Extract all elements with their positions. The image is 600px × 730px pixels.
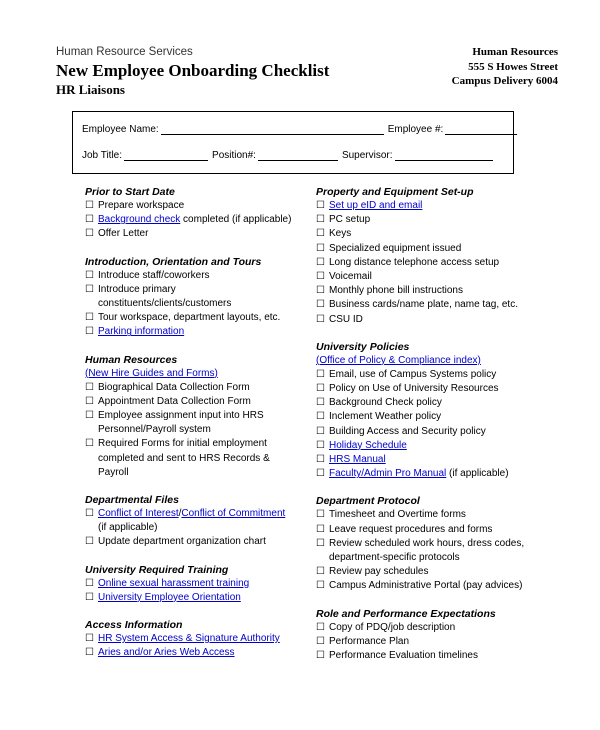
checklist-item: [316, 213, 526, 227]
checklist-item: [85, 409, 295, 423]
item-text: Biographical Data Collection Form: [98, 381, 250, 393]
checklist-item-text: [329, 284, 526, 298]
checkbox[interactable]: ☐: [316, 439, 325, 451]
checklist-item-text: [98, 507, 295, 521]
checklist-item-text: [98, 269, 295, 283]
item-text: Update department organization chart: [98, 536, 266, 548]
checklist-item: [316, 621, 526, 635]
checkbox[interactable]: ☐: [85, 438, 94, 450]
checklist-item: [85, 395, 295, 409]
checkbox[interactable]: ☐: [316, 383, 325, 395]
item-text: Leave request procedures and forms: [329, 523, 493, 535]
checklist-item: [85, 213, 295, 227]
item-text: Business cards/name plate, name tag, etc.: [329, 299, 518, 311]
checklist-item: [316, 227, 526, 241]
checklist-item: [316, 425, 526, 439]
checklist-item-text: [329, 313, 526, 327]
checkbox[interactable]: ☐: [316, 368, 325, 380]
section-heading: Property and Equipment Set-up: [316, 186, 474, 198]
checkbox[interactable]: ☐: [316, 650, 325, 662]
section-role-and-performance-expectations: [316, 607, 526, 664]
item-link[interactable]: Holiday Schedule: [329, 439, 407, 451]
section-university-required-training: [85, 563, 295, 605]
address-block: [452, 45, 558, 89]
item-link[interactable]: Faculty/Admin Pro Manual: [329, 468, 447, 480]
checklist-item: [85, 591, 295, 605]
checkbox[interactable]: ☐: [316, 411, 325, 423]
checklist-item-text: [98, 395, 295, 409]
checklist-item-text: [329, 523, 526, 537]
checkbox[interactable]: ☐: [316, 299, 325, 311]
position-number-field[interactable]: [258, 150, 338, 161]
checklist-item: [85, 381, 295, 395]
checkbox[interactable]: ☐: [85, 410, 94, 422]
checklist-item: [316, 565, 526, 579]
item-continuation: Payroll: [98, 466, 129, 478]
item-text: PC setup: [329, 214, 371, 226]
item-text: Employee assignment input into HRS: [98, 410, 264, 422]
checkbox[interactable]: ☐: [316, 454, 325, 466]
item-text: Campus Administrative Portal (pay advices): [329, 580, 523, 592]
checklist-item-text: [98, 199, 295, 213]
checkbox[interactable]: ☐: [316, 566, 325, 578]
supervisor-field[interactable]: [395, 150, 493, 161]
item-text: Keys: [329, 228, 352, 240]
checklist-item-text: [329, 635, 526, 649]
item-text: Copy of PDQ/job description: [329, 621, 456, 633]
checklist-item: [316, 635, 526, 649]
checklist-item-text: [329, 368, 526, 382]
checklist-item: [85, 269, 295, 283]
checkbox[interactable]: ☐: [85, 269, 94, 281]
checkbox[interactable]: ☐: [85, 508, 94, 520]
item-text: Prepare workspace: [98, 200, 185, 211]
checkbox[interactable]: ☐: [316, 271, 325, 283]
checkbox[interactable]: ☐: [316, 425, 325, 437]
checklist-item: [316, 242, 526, 256]
checklist-item: [316, 453, 526, 467]
item-continuation: constituents/clients/customers: [98, 298, 232, 310]
checklist-item: [85, 437, 295, 451]
item-link[interactable]: Background check: [98, 214, 181, 226]
section-heading: Access Information: [85, 619, 183, 632]
checklist-item-text: [329, 213, 526, 227]
checkbox[interactable]: ☐: [85, 200, 94, 211]
checklist-item: [85, 199, 295, 213]
checkbox[interactable]: ☐: [316, 242, 325, 254]
item-text: CSU ID: [329, 313, 363, 325]
page-subtitle: HR Liaisons: [56, 82, 125, 97]
checklist-item: [316, 313, 526, 327]
checklist-item: [316, 537, 526, 551]
item-text: Review scheduled work hours, dress codes,: [329, 537, 525, 549]
item-text: Offer Letter: [98, 228, 149, 240]
checklist-item: [316, 649, 526, 663]
checklist-item: [316, 284, 526, 298]
item-text: Voicemail: [329, 271, 372, 283]
checklist-item-text: [98, 577, 295, 591]
checklist-item-text: [329, 649, 526, 663]
checklist-item-text: [329, 298, 526, 312]
employee-number-field[interactable]: [445, 124, 517, 135]
section-introduction-orientation-and-tours: [85, 255, 295, 340]
checklist-item-text: [98, 591, 295, 605]
item-text: Required Forms for initial employment: [98, 438, 267, 450]
checklist-item: [316, 270, 526, 284]
checkbox[interactable]: ☐: [85, 647, 94, 659]
employee-name-field[interactable]: [161, 124, 384, 135]
checkbox[interactable]: ☐: [316, 285, 325, 297]
job-title-label: Job Title:: [82, 150, 123, 161]
section-heading: Introduction, Orientation and Tours: [85, 255, 262, 268]
item-text: Background Check policy: [329, 397, 442, 409]
address-line: Human Resources: [472, 46, 558, 58]
checkbox[interactable]: ☐: [85, 591, 94, 603]
item-text: Introduce staff/coworkers: [98, 269, 210, 281]
checkbox[interactable]: ☐: [316, 635, 325, 647]
checkbox[interactable]: ☐: [85, 536, 94, 548]
checklist-item-text: [329, 565, 526, 579]
section-heading: Department Protocol: [316, 495, 420, 508]
item-link[interactable]: University Employee Orientation: [98, 591, 241, 603]
item-link[interactable]: Conflict of Interest: [98, 508, 179, 520]
item-text: Review pay schedules: [329, 566, 429, 578]
checkbox[interactable]: ☐: [316, 509, 325, 521]
checklist-item-text: [98, 535, 295, 549]
item-link[interactable]: Online sexual harassment training: [98, 577, 250, 589]
item-text: Long distance telephone access setup: [329, 256, 500, 268]
item-link[interactable]: Parking information: [98, 326, 185, 338]
checklist-item: [85, 283, 295, 297]
section-heading: University Policies: [316, 340, 410, 353]
section-department-protocol: [316, 494, 526, 593]
item-text: Specialized equipment issued: [329, 242, 462, 254]
checklist-item: [316, 579, 526, 593]
section-heading: Departmental Files: [85, 494, 179, 507]
checklist-item-text: [329, 579, 526, 593]
item-continuation: Personnel/Payroll system: [98, 424, 211, 436]
checklist-item-text: [329, 410, 526, 424]
employee-name-label: Employee Name:: [82, 124, 159, 135]
item-text: Introduce primary: [98, 283, 176, 295]
item-text: Building Access and Security policy: [329, 425, 486, 437]
checkbox[interactable]: ☐: [316, 468, 325, 480]
checkbox[interactable]: ☐: [85, 214, 94, 226]
checkbox[interactable]: ☐: [316, 256, 325, 268]
checklist-item: [85, 227, 295, 241]
item-separator: /: [178, 508, 182, 520]
checklist-item-text: [329, 537, 526, 551]
checklist-item-text: [329, 227, 526, 241]
checkbox[interactable]: ☐: [316, 580, 325, 592]
section-heading: University Required Training: [85, 563, 229, 576]
item-text: Timesheet and Overtime forms: [329, 509, 466, 521]
item-text: Policy on Use of University Resources: [329, 383, 499, 395]
checkbox[interactable]: ☐: [85, 395, 94, 407]
checklist-item-text: [329, 425, 526, 439]
section-heading: Prior to Start Date: [85, 186, 175, 198]
checklist-item: [85, 646, 295, 660]
item-link[interactable]: HR System Access & Signature Authority: [98, 633, 280, 645]
employee-info-row-2: [82, 150, 497, 161]
checkbox[interactable]: ☐: [316, 523, 325, 535]
checkbox[interactable]: ☐: [316, 621, 325, 633]
item-text: Email, use of Campus Systems policy: [329, 368, 497, 380]
checklist-item-text: [329, 382, 526, 396]
section-human-resources: [85, 353, 295, 480]
supervisor-label: Supervisor:: [341, 150, 393, 161]
checklist-item: [316, 396, 526, 410]
checkbox[interactable]: ☐: [316, 313, 325, 325]
checklist-item-text: [329, 242, 526, 256]
item-text-suffix: (if applicable): [446, 468, 509, 480]
checklist-item: [85, 507, 295, 521]
checkbox[interactable]: ☐: [85, 228, 94, 240]
item-link[interactable]: Conflict of Commitment: [181, 508, 286, 520]
employee-info-row-1: [82, 124, 521, 135]
checklist-item-text: [329, 453, 526, 467]
checkbox[interactable]: ☐: [85, 312, 94, 324]
checklist-item: [85, 311, 295, 325]
org-name: Human Resource Services: [56, 46, 193, 58]
item-text: Appointment Data Collection Form: [98, 395, 251, 407]
section-access-information: [85, 618, 295, 660]
checklist-item-text: [98, 409, 295, 423]
checklist-item: [316, 523, 526, 537]
item-text: Performance Evaluation timelines: [329, 650, 478, 662]
checklist-item-text: [98, 646, 295, 660]
item-continuation: (if applicable): [98, 522, 158, 534]
checklist-item-text: [98, 381, 295, 395]
checkbox[interactable]: ☐: [85, 577, 94, 589]
section-university-policies: [316, 340, 526, 482]
address-line: Campus Delivery 6004: [451, 75, 558, 87]
section-property-and-equipment-set-up: [316, 185, 526, 327]
section-prior-to-start-date: [85, 185, 295, 242]
checklist-item: [316, 439, 526, 453]
section-link[interactable]: (Office of Policy & Compliance index): [316, 354, 481, 366]
right-column: [316, 185, 526, 676]
checkbox[interactable]: ☐: [316, 397, 325, 409]
checklist-item-text: [98, 213, 295, 227]
address-line: 555 S Howes Street: [468, 60, 558, 73]
checklist-item: [85, 577, 295, 591]
checklist-item-text: [98, 437, 295, 451]
checklist-item-text: [98, 325, 295, 339]
job-title-field[interactable]: [124, 150, 208, 161]
checklist-item: [316, 508, 526, 522]
section-link[interactable]: (New Hire Guides and Forms): [85, 367, 218, 379]
checklist-item-text: [329, 508, 526, 522]
checklist-item: [316, 410, 526, 424]
checklist-item-text: [329, 467, 526, 481]
checklist-item-text: [329, 396, 526, 410]
item-continuation: department-specific protocols: [329, 552, 460, 564]
checklist-item-text: [329, 270, 526, 284]
checklist-item: [316, 256, 526, 270]
left-column: [85, 185, 295, 673]
employee-number-label: Employee #:: [387, 124, 444, 135]
checklist-item: [85, 325, 295, 339]
checklist-item-text: [329, 439, 526, 453]
item-link[interactable]: Set up eID and email: [329, 200, 423, 211]
checklist-item: [316, 298, 526, 312]
checklist-item-text: [98, 227, 295, 241]
item-link[interactable]: Aries and/or Aries Web Access: [98, 647, 235, 659]
checklist-item-text: [98, 283, 295, 297]
item-text: Inclement Weather policy: [329, 411, 442, 423]
employee-info-box: [72, 111, 514, 174]
section-heading: Human Resources: [85, 353, 178, 366]
checklist-item-text: [329, 256, 526, 270]
checkbox[interactable]: ☐: [85, 633, 94, 645]
checklist-item: [316, 467, 526, 481]
checklist-item: [316, 368, 526, 382]
checkbox[interactable]: ☐: [316, 228, 325, 240]
section-departmental-files: [85, 493, 295, 550]
item-text: Performance Plan: [329, 635, 410, 647]
item-continuation: completed and sent to HRS Records &: [98, 452, 270, 464]
checklist-item: [85, 535, 295, 549]
checklist-item-text: [329, 199, 526, 213]
checkbox[interactable]: ☐: [316, 537, 325, 549]
item-text: Monthly phone bill instructions: [329, 285, 463, 297]
item-text-suffix: completed (if applicable): [180, 214, 292, 226]
checkbox[interactable]: ☐: [316, 200, 325, 211]
checklist-item: [316, 382, 526, 396]
checklist-item: [85, 632, 295, 646]
checklist-item-text: [329, 621, 526, 635]
item-link[interactable]: HRS Manual: [329, 454, 386, 466]
checklist-item: [316, 199, 526, 213]
section-heading: Role and Performance Expectations: [316, 607, 496, 620]
page-title: New Employee Onboarding Checklist: [56, 61, 330, 80]
checkbox[interactable]: ☐: [85, 326, 94, 338]
position-number-label: Position#:: [212, 150, 256, 161]
checkbox[interactable]: ☐: [316, 214, 325, 226]
checklist-item-text: [98, 632, 295, 646]
checkbox[interactable]: ☐: [85, 283, 94, 295]
checkbox[interactable]: ☐: [85, 381, 94, 393]
item-text: Tour workspace, department layouts, etc.: [98, 312, 281, 324]
checklist-item-text: [98, 311, 295, 325]
